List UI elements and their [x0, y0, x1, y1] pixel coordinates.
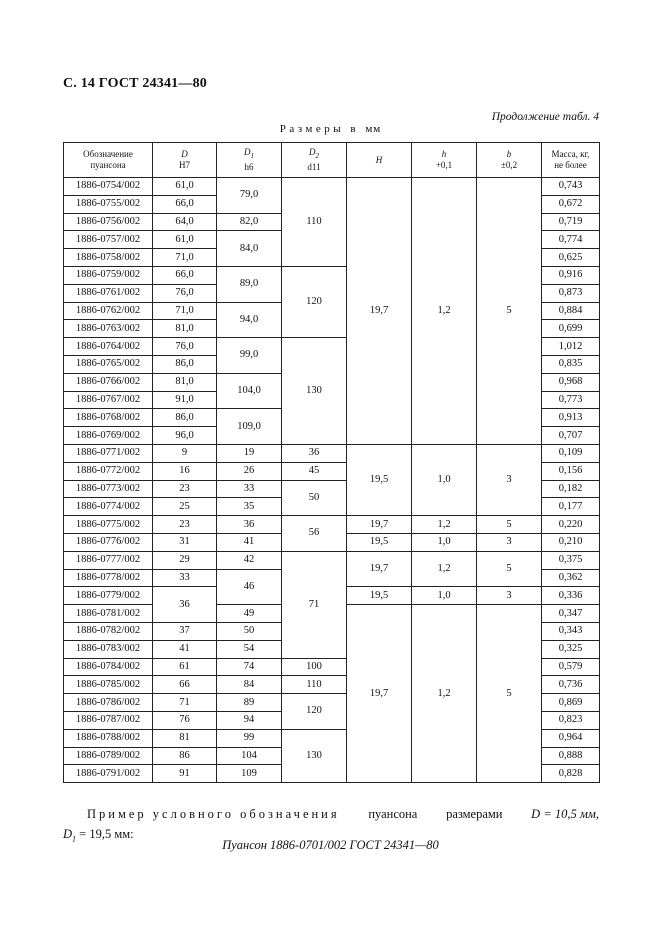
cell-mass: 0,869: [542, 694, 600, 712]
cell-mass: 0,362: [542, 569, 600, 587]
table-row: [64, 444, 600, 462]
cell-D1: 41: [217, 533, 282, 551]
dimensions-caption-text: Размеры в: [279, 123, 360, 135]
cell-mass: 0,109: [542, 444, 600, 462]
cell-designation: 1886-0785/002: [64, 676, 153, 694]
cell-designation: 1886-0769/002: [64, 427, 153, 445]
cell-mass: 0,916: [542, 266, 600, 284]
cell-designation: 1886-0775/002: [64, 516, 153, 534]
cell-H: 19,7: [347, 551, 412, 587]
cell-mass: 0,707: [542, 427, 600, 445]
header-designation-line1: Обозначение: [83, 149, 133, 159]
cell-designation: 1886-0771/002: [64, 444, 153, 462]
header-mass-line2: не более: [554, 160, 587, 170]
example-word2: размерами: [446, 807, 503, 821]
header-h: [412, 143, 477, 178]
cell-mass: 0,579: [542, 658, 600, 676]
cell-designation: 1886-0787/002: [64, 711, 153, 729]
header-D: [153, 143, 217, 178]
cell-mass: 0,736: [542, 676, 600, 694]
cell-D: 25: [153, 498, 217, 516]
cell-designation: 1886-0784/002: [64, 658, 153, 676]
cell-D1: 84: [217, 676, 282, 694]
cell-D1: 94,0: [217, 302, 282, 338]
cell-mass: 0,672: [542, 195, 600, 213]
cell-mass: 0,156: [542, 462, 600, 480]
example-dim1: [531, 804, 599, 824]
cell-b: 5: [477, 516, 542, 534]
table-continuation-note: Продолжение табл. 4: [491, 111, 599, 123]
cell-D2: 36: [282, 444, 347, 462]
cell-D1: 99,0: [217, 338, 282, 374]
cell-D1: 26: [217, 462, 282, 480]
header-designation: [64, 143, 153, 178]
header-mass: [542, 143, 600, 178]
header-D-tolerance: H7: [179, 160, 190, 170]
table-row: [64, 516, 600, 534]
cell-mass: 0,719: [542, 213, 600, 231]
punch-dimensions-table: [63, 142, 600, 783]
cell-D1: 89: [217, 694, 282, 712]
cell-H: 19,5: [347, 587, 412, 605]
example-dim2-subscript: 1: [72, 834, 77, 844]
cell-designation: 1886-0779/002: [64, 587, 153, 605]
page-header: С. 14 ГОСТ 24341—80: [63, 76, 207, 91]
cell-H: 19,7: [347, 516, 412, 534]
cell-D1: 74: [217, 658, 282, 676]
cell-mass: 0,964: [542, 729, 600, 747]
cell-mass: 0,625: [542, 249, 600, 267]
cell-designation: 1886-0778/002: [64, 569, 153, 587]
cell-D: 86,0: [153, 355, 217, 373]
header-D2-subscript: 2: [315, 151, 319, 160]
cell-D2: 45: [282, 462, 347, 480]
cell-D2: 110: [282, 178, 347, 267]
cell-D1: 46: [217, 569, 282, 605]
header-b-tolerance: ±0,2: [500, 160, 518, 170]
header-D2-label: D: [309, 147, 316, 158]
cell-mass: 0,210: [542, 533, 600, 551]
cell-D: 9: [153, 444, 217, 462]
cell-designation: 1886-0766/002: [64, 373, 153, 391]
cell-mass: 0,220: [542, 516, 600, 534]
cell-designation: 1886-0765/002: [64, 355, 153, 373]
cell-D1: 99: [217, 729, 282, 747]
header-D1-label: D: [244, 147, 251, 158]
cell-designation: 1886-0762/002: [64, 302, 153, 320]
cell-D1: 54: [217, 640, 282, 658]
cell-D: 33: [153, 569, 217, 587]
header-D-label: D: [181, 149, 188, 159]
cell-D: 31: [153, 533, 217, 551]
cell-D1: 109,0: [217, 409, 282, 445]
cell-D2: 120: [282, 694, 347, 730]
cell-H: 19,7: [347, 178, 412, 445]
cell-designation: 1886-0758/002: [64, 249, 153, 267]
cell-D: 91,0: [153, 391, 217, 409]
cell-b: 3: [477, 444, 542, 515]
table-row: [64, 178, 600, 196]
cell-mass: 0,884: [542, 302, 600, 320]
cell-D: 71,0: [153, 302, 217, 320]
cell-mass: 0,325: [542, 640, 600, 658]
cell-designation: 1886-0773/002: [64, 480, 153, 498]
cell-D: 76,0: [153, 284, 217, 302]
cell-D: 29: [153, 551, 217, 569]
cell-designation: 1886-0786/002: [64, 694, 153, 712]
example-formula: Пуансон 1886-0701/002 ГОСТ 24341—80: [222, 838, 439, 852]
header-D2: [282, 143, 347, 178]
header-D1: [217, 143, 282, 178]
cell-mass: 0,913: [542, 409, 600, 427]
cell-D: 81,0: [153, 373, 217, 391]
cell-D1: 33: [217, 480, 282, 498]
cell-D1: 109: [217, 765, 282, 783]
cell-D: 61,0: [153, 231, 217, 249]
cell-designation: 1886-0767/002: [64, 391, 153, 409]
cell-D: 41: [153, 640, 217, 658]
cell-D1: 50: [217, 622, 282, 640]
cell-D: 66: [153, 676, 217, 694]
cell-D2: 56: [282, 516, 347, 552]
cell-D2: 130: [282, 338, 347, 445]
cell-D1: 79,0: [217, 178, 282, 214]
cell-designation: 1886-0754/002: [64, 178, 153, 196]
cell-D2: 100: [282, 658, 347, 676]
cell-h: 1,0: [412, 444, 477, 515]
cell-designation: 1886-0783/002: [64, 640, 153, 658]
header-mass-line1: Масса, кг,: [551, 149, 590, 159]
cell-D: 37: [153, 622, 217, 640]
cell-D2: 50: [282, 480, 347, 516]
cell-designation: 1886-0772/002: [64, 462, 153, 480]
cell-h: 1,2: [412, 605, 477, 783]
header-designation-line2: пуансона: [90, 160, 126, 170]
cell-designation: 1886-0759/002: [64, 266, 153, 284]
cell-mass: 0,835: [542, 355, 600, 373]
cell-mass: 0,343: [542, 622, 600, 640]
cell-D1: 84,0: [217, 231, 282, 267]
cell-mass: 0,336: [542, 587, 600, 605]
header-D1-subscript: 1: [250, 151, 254, 160]
cell-D1: 104,0: [217, 373, 282, 409]
cell-D: 71: [153, 694, 217, 712]
example-dim2-label: D: [63, 827, 73, 841]
example-dim1-text: D = 10,5 мм,: [531, 807, 599, 821]
cell-D: 36: [153, 587, 217, 623]
cell-mass: 0,347: [542, 605, 600, 623]
header-h-label: h: [441, 149, 447, 159]
cell-D: 66,0: [153, 195, 217, 213]
cell-D1: 49: [217, 605, 282, 623]
cell-h: 1,2: [412, 178, 477, 445]
cell-h: 1,2: [412, 516, 477, 534]
cell-mass: 0,828: [542, 765, 600, 783]
cell-mass: 0,375: [542, 551, 600, 569]
cell-h: 1,0: [412, 533, 477, 551]
header-h-tolerance: +0,1: [435, 160, 453, 170]
cell-designation: 1886-0763/002: [64, 320, 153, 338]
cell-designation: 1886-0755/002: [64, 195, 153, 213]
example-word1: пуансона: [368, 807, 418, 821]
cell-D1: 42: [217, 551, 282, 569]
cell-b: 3: [477, 587, 542, 605]
cell-designation: 1886-0761/002: [64, 284, 153, 302]
cell-designation: 1886-0789/002: [64, 747, 153, 765]
cell-designation: 1886-0776/002: [64, 533, 153, 551]
cell-D1: 104: [217, 747, 282, 765]
cell-D: 91: [153, 765, 217, 783]
cell-mass: 0,873: [542, 284, 600, 302]
header-D1-tolerance: h6: [244, 161, 254, 172]
cell-D: 76,0: [153, 338, 217, 356]
table-body: [64, 178, 600, 783]
header-b-label: b: [506, 149, 512, 159]
cell-mass: 0,774: [542, 231, 600, 249]
cell-designation: 1886-0774/002: [64, 498, 153, 516]
cell-designation: 1886-0768/002: [64, 409, 153, 427]
cell-D: 61: [153, 658, 217, 676]
table-row: [64, 551, 600, 569]
cell-h: 1,0: [412, 587, 477, 605]
cell-designation: 1886-0764/002: [64, 338, 153, 356]
cell-H: 19,7: [347, 605, 412, 783]
cell-D: 71,0: [153, 249, 217, 267]
cell-D1: 94: [217, 711, 282, 729]
cell-D: 81,0: [153, 320, 217, 338]
cell-D: 23: [153, 480, 217, 498]
cell-D1: 89,0: [217, 266, 282, 302]
cell-D1: 82,0: [217, 213, 282, 231]
table-header-row: [64, 143, 600, 178]
dimensions-caption: [0, 123, 661, 135]
cell-b: 5: [477, 551, 542, 587]
cell-designation: 1886-0777/002: [64, 551, 153, 569]
example-lead: Пример условного обозначения: [87, 807, 340, 821]
cell-mass: 1,012: [542, 338, 600, 356]
cell-mass: 0,888: [542, 747, 600, 765]
example-dim2-value: = 19,5 мм:: [79, 827, 134, 841]
cell-D1: 35: [217, 498, 282, 516]
cell-mass: 0,823: [542, 711, 600, 729]
cell-D: 64,0: [153, 213, 217, 231]
cell-D: 81: [153, 729, 217, 747]
cell-D: 76: [153, 711, 217, 729]
cell-D2: 120: [282, 266, 347, 337]
cell-mass: 0,743: [542, 178, 600, 196]
cell-D2: 130: [282, 729, 347, 782]
cell-mass: 0,773: [542, 391, 600, 409]
dimensions-unit: мм: [365, 123, 382, 135]
cell-b: 5: [477, 178, 542, 445]
cell-D: 61,0: [153, 178, 217, 196]
cell-h: 1,2: [412, 551, 477, 587]
cell-D1: 36: [217, 516, 282, 534]
cell-b: 3: [477, 533, 542, 551]
header-D2-tolerance: d11: [307, 161, 321, 172]
header-H-label: H: [375, 154, 383, 165]
cell-D: 86: [153, 747, 217, 765]
cell-D: 96,0: [153, 427, 217, 445]
cell-D2: 110: [282, 676, 347, 694]
cell-mass: 0,177: [542, 498, 600, 516]
cell-D2: 71: [282, 551, 347, 658]
cell-b: 5: [477, 605, 542, 783]
example-line1: [63, 804, 599, 824]
cell-designation: 1886-0781/002: [64, 605, 153, 623]
cell-H: 19,5: [347, 444, 412, 515]
cell-designation: 1886-0757/002: [64, 231, 153, 249]
cell-mass: 0,699: [542, 320, 600, 338]
cell-H: 19,5: [347, 533, 412, 551]
cell-D: 23: [153, 516, 217, 534]
cell-designation: 1886-0788/002: [64, 729, 153, 747]
header-b: [477, 143, 542, 178]
cell-designation: 1886-0756/002: [64, 213, 153, 231]
cell-mass: 0,182: [542, 480, 600, 498]
header-H: [347, 143, 412, 178]
cell-D: 16: [153, 462, 217, 480]
cell-D: 86,0: [153, 409, 217, 427]
cell-designation: 1886-0791/002: [64, 765, 153, 783]
cell-designation: 1886-0782/002: [64, 622, 153, 640]
cell-D: 66,0: [153, 266, 217, 284]
cell-D1: 19: [217, 444, 282, 462]
cell-mass: 0,968: [542, 373, 600, 391]
